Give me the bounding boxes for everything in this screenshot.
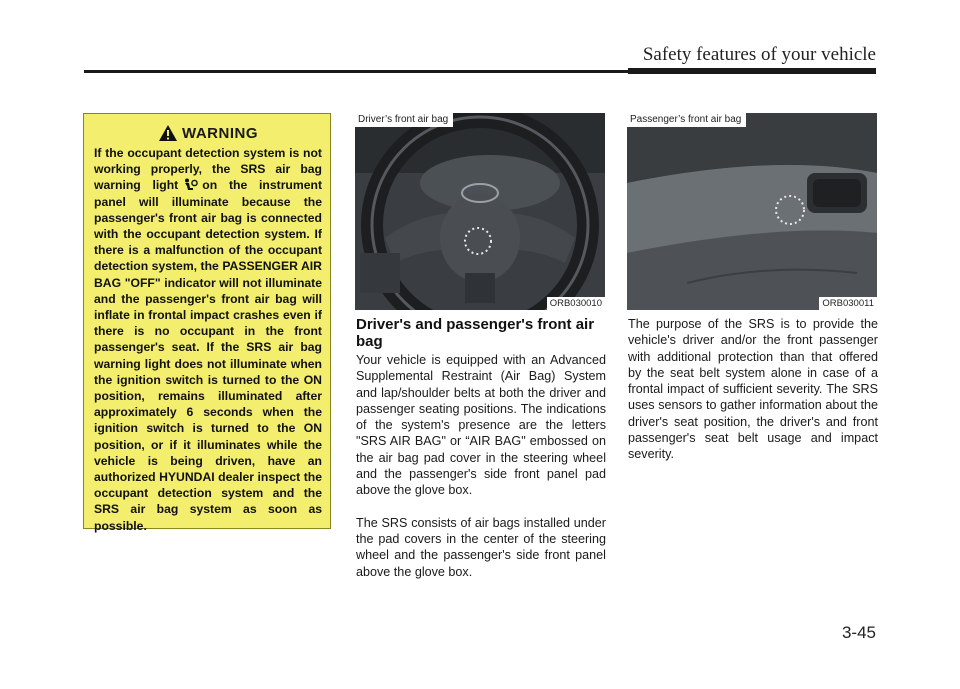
- body-paragraph-2: The SRS consists of air bags installed under the pad covers in the center of the steering wheel and the passenger's side front panel above the glove box.: [356, 515, 606, 579]
- page-number: 3-45: [841, 623, 876, 642]
- warning-box: [83, 113, 331, 533]
- passenger-airbag-photo: [627, 113, 877, 310]
- driver-photo-caption: Driver’s front air bag: [355, 113, 453, 127]
- body-column-middle: [356, 352, 606, 596]
- passenger-photo-code: ORB030011: [819, 297, 877, 310]
- body-column-right: [628, 316, 878, 479]
- warning-text: [94, 145, 322, 534]
- body-paragraph-1: Your vehicle is equipped with an Advanced Supplemental Restraint (Air Bag) System and lap/shoulder belts at both the driver and passenger seating positions. The indications of the system's presence are the letters "SRS AIR BAG" or “AIR BAG" embossed on the air bag pad cover in the steering wheel and the passenger's side front panel pad above the glove box.: [356, 353, 606, 498]
- driver-airbag-photo: [355, 113, 605, 310]
- passenger-photo-caption: Passenger’s front air bag: [627, 113, 746, 127]
- header-rule-accent: [628, 68, 876, 74]
- section-heading: Driver's and passenger's front air bag: [356, 316, 595, 350]
- warning-triangle-icon: [158, 124, 178, 142]
- steering-wheel-illustration: [355, 113, 605, 310]
- warning-title: WARNING: [182, 124, 258, 142]
- dashboard-illustration: [627, 113, 877, 310]
- running-header: Safety features of your vehicle: [642, 44, 876, 65]
- driver-photo-code: ORB030010: [547, 297, 605, 310]
- warning-header: [94, 124, 322, 142]
- body-paragraph-3: The purpose of the SRS is to provide the vehicle's driver and/or the front passenger with additional protection than that offered by the seat belt system alone in case of a frontal impact of sufficient severity. The SRS uses sensors to gather information about the driver's seat position, the driver's and front passenger's seat belt usage and impact severity.: [628, 317, 878, 462]
- warning-text-part1: If the occupant detection system is not working properly, the SRS air bag warning light: [94, 146, 322, 193]
- airbag-warning-light-icon: [182, 178, 198, 192]
- warning-text-part2: on the instrument panel will illuminate because the passenger's front air bag is connected with the occupant detection system. If there is a malfunction of the occupant detection system, the PASSENGER AIR BAG "OFF" indicator will not illuminate and the passenger's front air bag will inflate in frontal impact crashes even if there is no occupant in the front passenger's seat. If the SRS air bag warning light does not illuminate when the ignition switch is turned to the ON position, remains illuminated after approximately 6 seconds when the ignition switch is turned to the ON position, or if it illuminates while the vehicle is being driven, have an authorized HYUNDAI dealer inspect the occupant detection system and the SRS air bag system as soon as possible.: [94, 178, 322, 533]
